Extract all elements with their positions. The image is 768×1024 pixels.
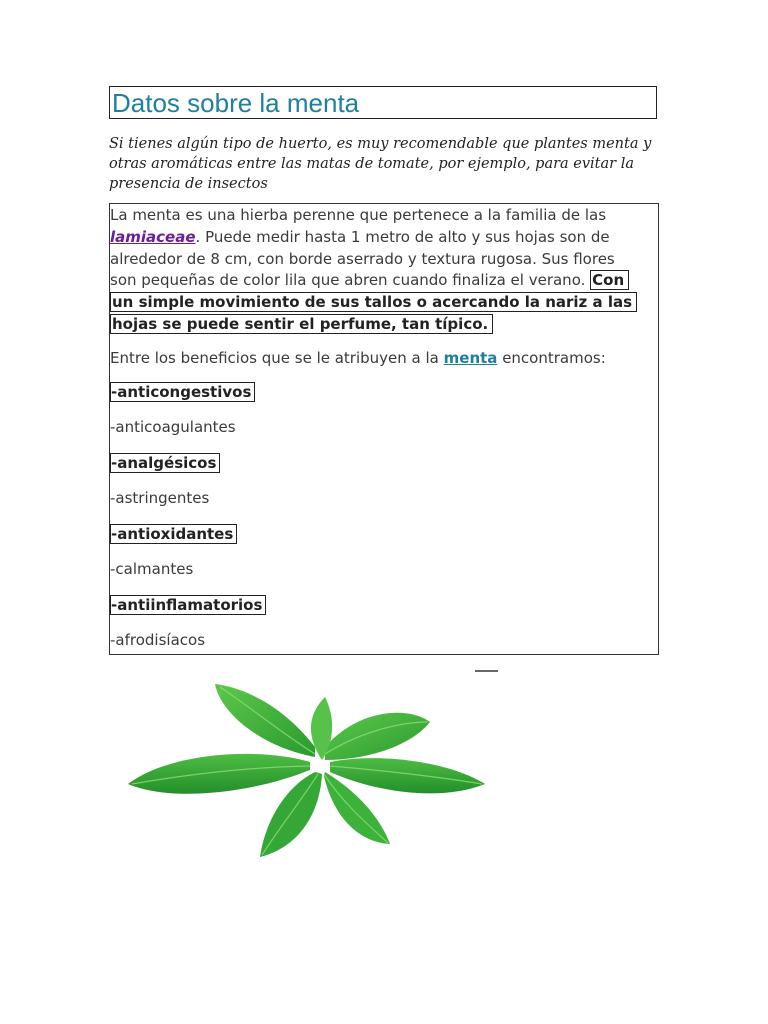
mint-leaf — [325, 713, 430, 760]
benefit-label: -antioxidantes — [110, 524, 237, 544]
content-box — [109, 203, 659, 655]
highlighted-sentence: Con un simple movimiento de sus tallos o acercando la nariz a las hojas se puede sentir el perfume, tan típico. — [110, 270, 637, 334]
paragraph-benefits-intro — [110, 348, 645, 370]
mint-leaves-image — [110, 662, 502, 862]
list-item — [110, 382, 645, 418]
benefit-label: -antiinflamatorios — [110, 595, 266, 615]
list-item — [110, 417, 645, 453]
list-item — [110, 488, 645, 524]
benefit-label: -anticongestivos — [110, 382, 255, 402]
lamiaceae-link[interactable]: lamiaceae — [110, 227, 196, 246]
menta-link[interactable]: menta — [443, 348, 498, 367]
paragraph-text: Entre los beneficios que se le atribuyen a la — [110, 348, 444, 367]
benefit-label: -calmantes — [110, 560, 194, 579]
intro-text: Si tienes algún tipo de huerto, es muy recomendable que plantes menta y otras aromáticas entre las matas de tomate, por ejemplo, para evitar la presencia de insectos — [109, 136, 652, 192]
mint-leaf — [128, 754, 310, 794]
title-box — [109, 86, 657, 119]
list-item — [110, 453, 645, 489]
paragraph-text: encontramos: — [497, 348, 606, 367]
list-item — [110, 630, 645, 666]
list-item — [110, 595, 645, 631]
benefit-label: -astringentes — [110, 489, 210, 508]
mint-leaf — [330, 758, 485, 793]
mint-leaf — [215, 684, 315, 757]
benefit-label: -anticoagulantes — [110, 418, 236, 437]
paragraph-text: La menta es una hierba perenne que pertenece a la familia de las — [110, 206, 607, 224]
content-text — [110, 205, 645, 666]
paragraph-description — [110, 205, 645, 336]
list-item — [110, 524, 645, 560]
list-item — [110, 559, 645, 595]
paragraph-text: . Puede medir hasta 1 metro de alto y sus hojas son de alrededor de 8 cm, con borde aserrado y textura rugosa. Sus flores son pequeñas de color lila que abren cuando finaliza el verano. — [110, 227, 615, 290]
benefit-label: -analgésicos — [110, 453, 220, 473]
page-title: Datos sobre la menta — [112, 88, 360, 118]
benefit-label: -afrodisíacos — [110, 631, 206, 650]
